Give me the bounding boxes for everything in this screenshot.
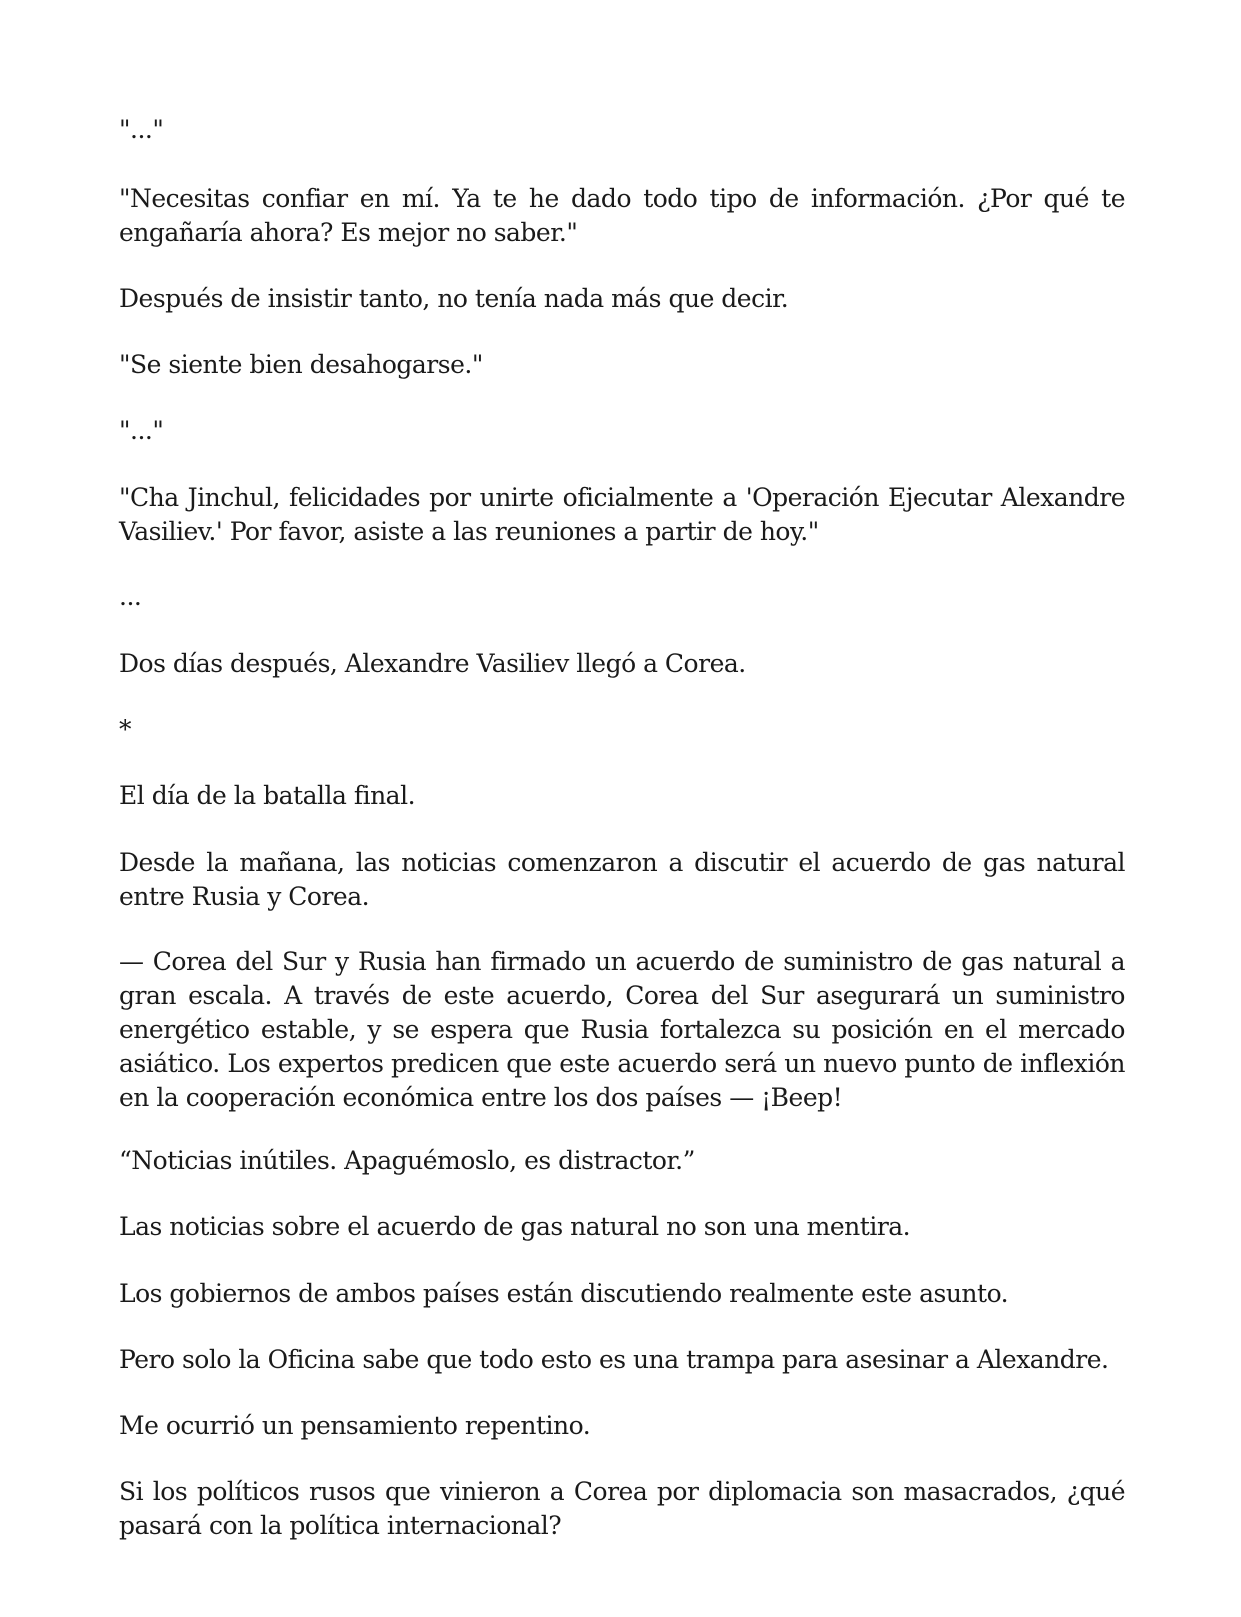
paragraph: "Se siente bien desahogarse." <box>119 350 483 379</box>
paragraph: “Noticias inútiles. Apaguémoslo, es distractor.” <box>119 1146 695 1175</box>
paragraph: Después de insistir tanto, no tenía nada más que decir. <box>119 284 789 313</box>
paragraph: Me ocurrió un pensamiento repentino. <box>119 1411 591 1440</box>
paragraph: — Corea del Sur y Rusia han firmado un acuerdo de suministro de gas natural a gran escala. A través de este acuerdo, Corea del Sur asegurará un suministro energético estable, y se espera que Rusia fortalezca su posición en el mercado asiático. Los expertos predicen que este acuerdo será un nuevo punto de inflexión en la cooperación económica entre los dos países — ¡Beep! <box>119 947 1125 1112</box>
paragraph: Dos días después, Alexandre Vasiliev llegó a Corea. <box>119 649 746 678</box>
paragraph: El día de la batalla final. <box>119 781 416 810</box>
paragraph: "Necesitas confiar en mí. Ya te he dado todo tipo de información. ¿Por qué te engañaría ahora? Es mejor no saber." <box>119 184 1125 247</box>
paragraph: * <box>119 715 131 744</box>
paragraph: "..." <box>119 416 164 445</box>
paragraph: Las noticias sobre el acuerdo de gas natural no son una mentira. <box>119 1212 911 1241</box>
paragraph: ... <box>119 582 142 611</box>
paragraph: Los gobiernos de ambos países están discutiendo realmente este asunto. <box>119 1279 1009 1308</box>
paragraph: Desde la mañana, las noticias comenzaron a discutir el acuerdo de gas natural entre Rusia y Corea. <box>119 848 1125 911</box>
paragraph: "..." <box>119 115 164 144</box>
paragraph: Si los políticos rusos que vinieron a Corea por diplomacia son masacrados, ¿qué pasará con la política internacional? <box>119 1477 1125 1540</box>
paragraph: Pero solo la Oficina sabe que todo esto es una trampa para asesinar a Alexandre. <box>119 1345 1109 1374</box>
paragraph: "Cha Jinchul, felicidades por unirte oficialmente a 'Operación Ejecutar Alexandre Vasiliev.' Por favor, asiste a las reuniones a partir de hoy." <box>119 483 1125 546</box>
